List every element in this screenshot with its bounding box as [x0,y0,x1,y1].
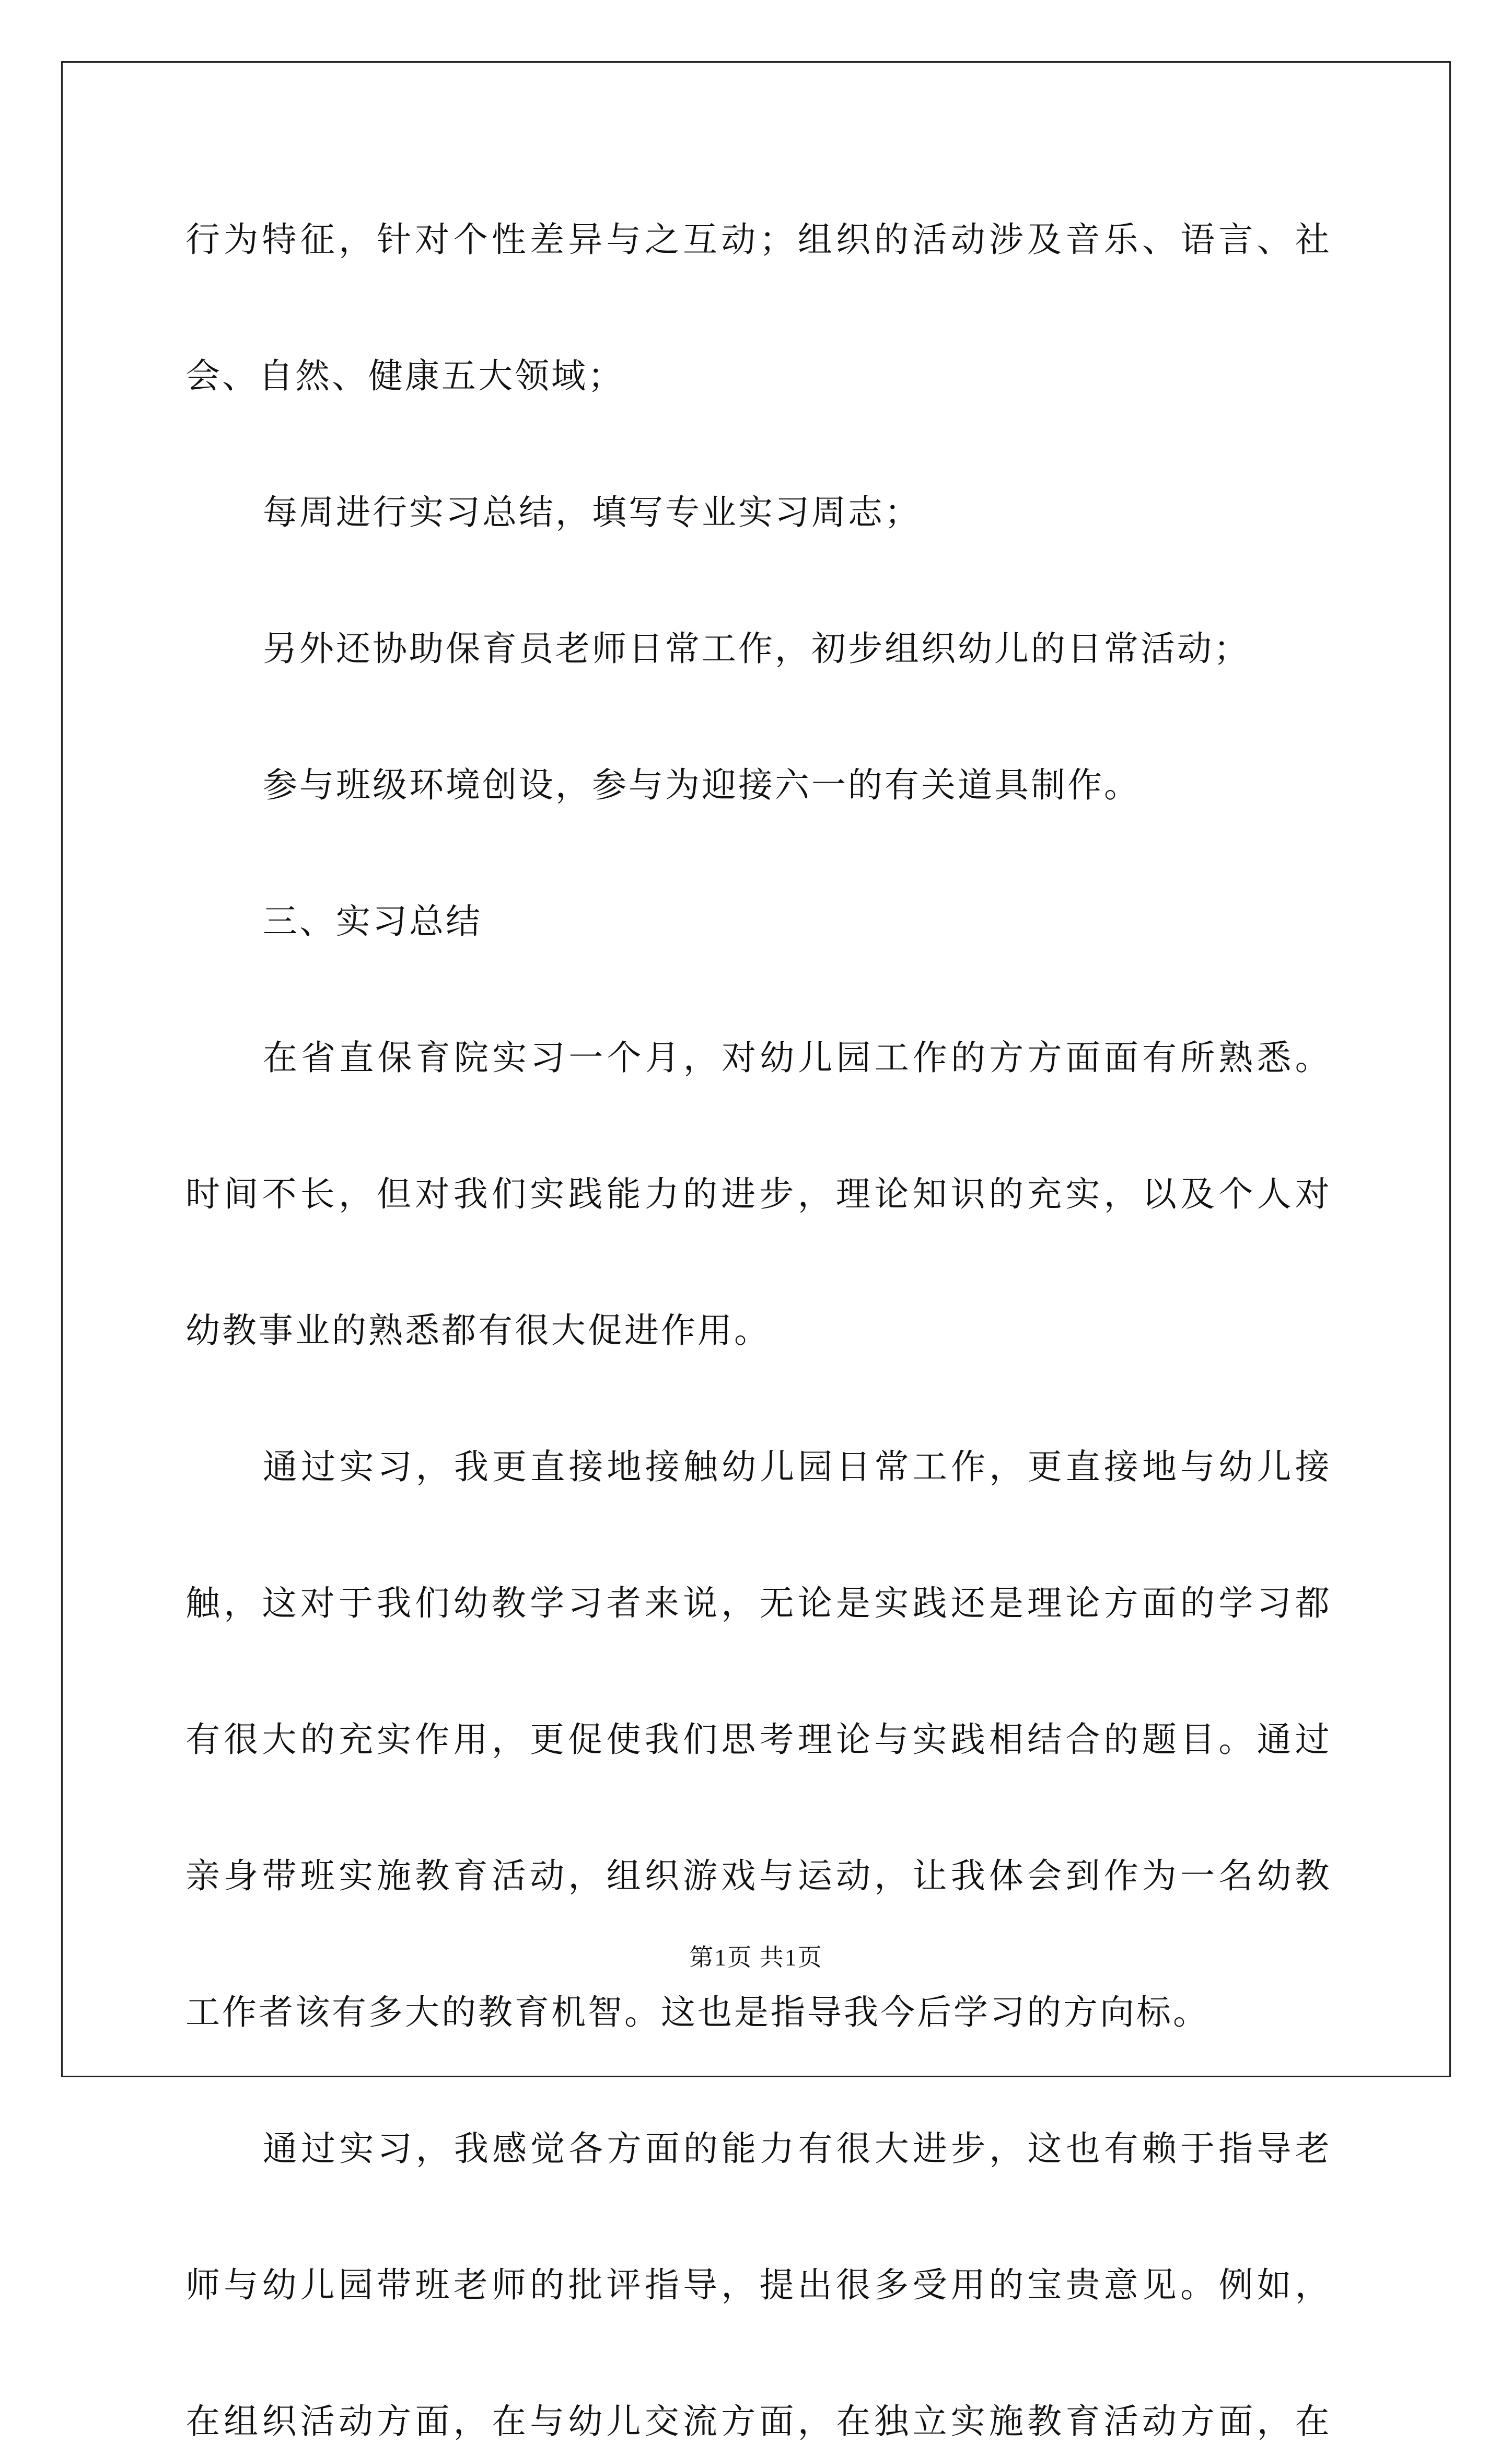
text-line: 每周进行实习总结，填写专业实习周志； [263,492,921,532]
text-line: 参与班级环境创设，参与为迎接六一的有关道具制作。 [263,765,1141,805]
text-line: 在 组 织 活 动 方 面 ， 在 与 幼 儿 交 流 方 面 ， 在 独 立 实 施 教 育 活 动 方 面 ， 在 [185,2401,1330,2441]
text-line: 师 与 幼 儿 园 带 班 老 师 的 批 评 指 导 ， 提 出 很 多 受 用 的 宝 贵 意 见 。 例 如 ， [185,2265,1330,2305]
text-line: 有 很 大 的 充 实 作 用 ， 更 促 使 我 们 思 考 理 论 与 实 践 相 结 合 的 题 目 。 通 过 [185,1719,1330,1760]
text-line: 时 间 不 长 ， 但 对 我 们 实 践 能 力 的 进 步 ， 理 论 知 识 的 充 实 ， 以 及 个 人 对 [185,1174,1330,1214]
text-line: 亲 身 带 班 实 施 教 育 活 动 ， 组 织 游 戏 与 运 动 ， 让 我 体 会 到 作 为 一 名 幼 教 [185,1856,1330,1896]
text-line: 行 为 特 征 ， 针 对 个 性 差 异 与 之 互 动 ； 组 织 的 活 动 涉 及 音 乐 、 语 言 、 社 [185,219,1330,260]
text-line: 三、实习总结 [263,901,482,941]
text-line: 在 省 直 保 育 院 实 习 一 个 月 ， 对 幼 儿 园 工 作 的 方 方 面 面 有 所 熟 悉 。 [263,1038,1330,1078]
text-line: 触 ， 这 对 于 我 们 幼 教 学 习 者 来 说 ， 无 论 是 实 践 还 是 理 论 方 面 的 学 习 都 [185,1583,1330,1623]
text-line: 会、自然、健康五大领域； [185,356,624,396]
text-line: 通 过 实 习 ， 我 感 觉 各 方 面 的 能 力 有 很 大 进 步 ， 这 也 有 赖 于 指 导 老 [263,2128,1330,2169]
text-line: 通 过 实 习 ， 我 更 直 接 地 接 触 幼 儿 园 日 常 工 作 ， 更 直 接 地 与 幼 儿 接 [263,1447,1330,1487]
text-line: 工作者该有多大的教育机智。这也是指导我今后学习的方向标。 [185,1992,1209,2032]
text-line: 另外还协助保育员老师日常工作，初步组织幼儿的日常活动； [263,629,1250,669]
text-line: 幼教事业的熟悉都有很大促进作用。 [185,1310,771,1351]
page-footer: 第1页 共1页 [689,1944,823,1971]
document-body [185,206,1330,2455]
